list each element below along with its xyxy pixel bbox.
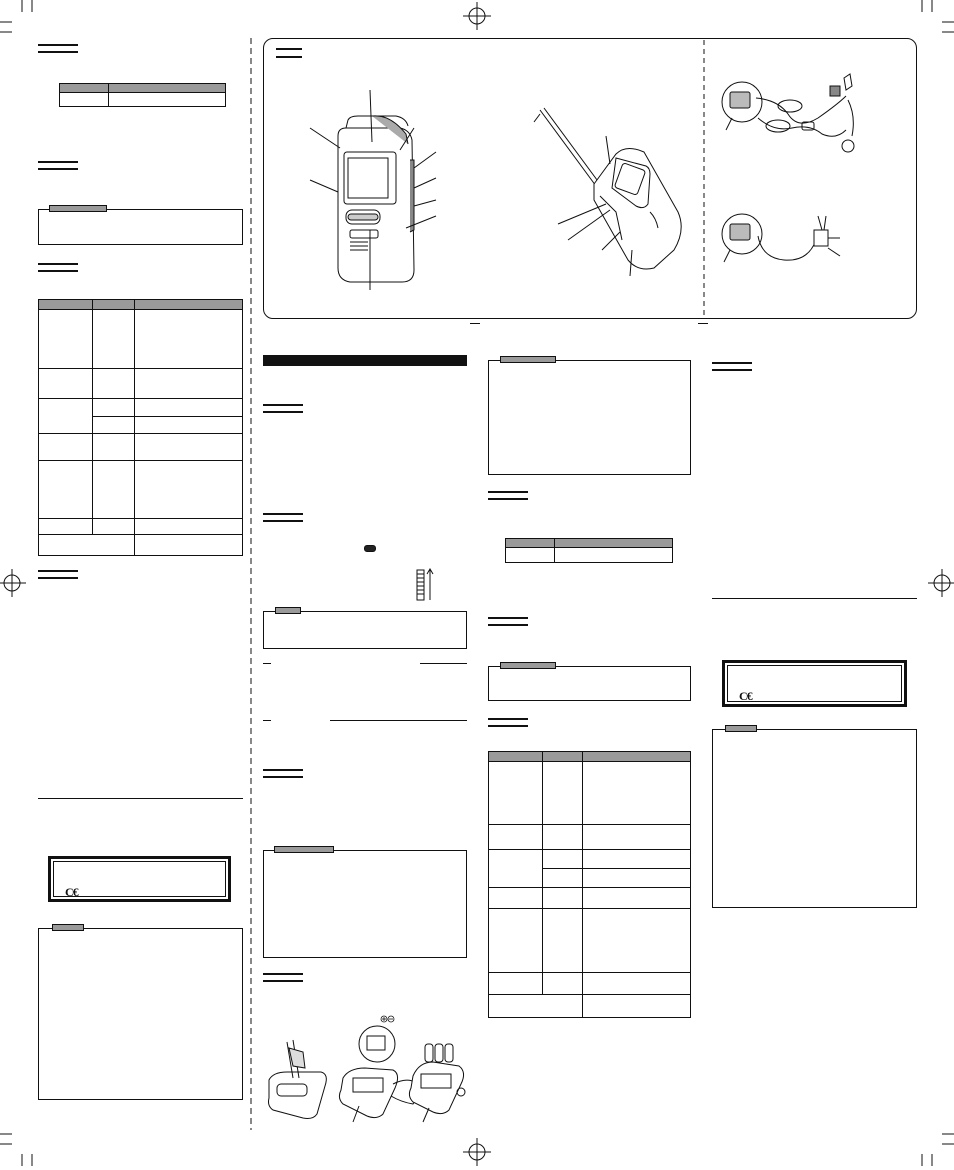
tv-illustration xyxy=(520,100,690,280)
caution-box xyxy=(488,666,691,701)
note-box xyxy=(263,611,467,649)
battery-insertion-illustration xyxy=(263,1022,469,1126)
caution-box xyxy=(263,850,467,958)
section-banner xyxy=(263,355,467,366)
caution-label xyxy=(49,205,107,212)
caution-label xyxy=(500,662,556,669)
registration-mark-icon xyxy=(924,563,954,603)
note-label xyxy=(275,607,301,614)
ce-mark-icon: C€ xyxy=(65,885,78,899)
volume-scale-icon xyxy=(416,568,436,602)
caution-label xyxy=(274,846,334,853)
ce-notice-box xyxy=(48,856,231,902)
spec-table-large xyxy=(488,751,691,1018)
caution-box xyxy=(488,360,691,475)
caution-box xyxy=(38,209,243,245)
registration-mark-icon xyxy=(457,0,497,40)
caution-label xyxy=(500,356,556,363)
registration-mark-icon xyxy=(0,563,30,603)
spec-table-small xyxy=(505,538,673,563)
panel-divider xyxy=(702,38,706,319)
battery-icon xyxy=(364,545,376,552)
note-label xyxy=(52,924,84,931)
note-box xyxy=(712,729,917,908)
spec-table-small xyxy=(59,83,226,107)
ce-notice-box xyxy=(722,660,907,707)
fold-line xyxy=(249,0,253,1166)
tv-illustration xyxy=(310,90,460,290)
registration-mark-icon xyxy=(457,1130,497,1170)
note-box xyxy=(38,928,243,1100)
connection-diagram xyxy=(718,208,878,278)
note-label xyxy=(725,725,757,732)
connection-diagram xyxy=(718,60,878,170)
spec-table-large xyxy=(38,299,243,556)
ce-mark-icon: C€ xyxy=(739,689,752,703)
